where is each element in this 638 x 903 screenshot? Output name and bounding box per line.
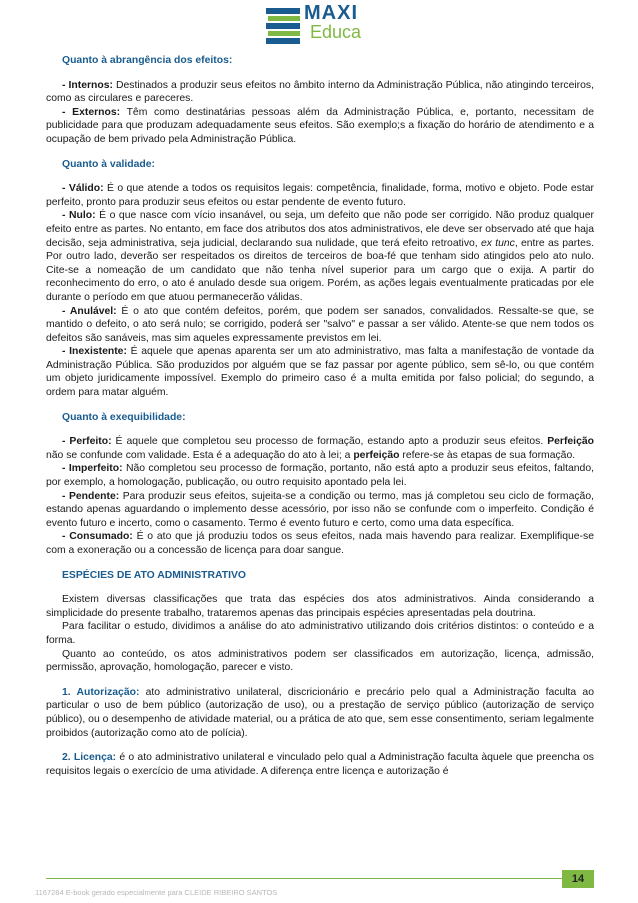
paragraph-inexistente — [46, 345, 594, 399]
document-body — [46, 54, 594, 778]
text-internos: Destinados a produzir seus efeitos no âmbito interno da Administração Pública, não atingindo terceiros, como as circulares e pareceres. — [46, 79, 595, 105]
paragraph-nulo — [46, 209, 594, 304]
text-nulo-italic: ex tunc — [480, 237, 515, 249]
text-pendente: Para produzir seus efeitos, sujeita-se a condição ou termo, mas já completou seu ciclo de formação, estando apenas aguardando o implemento desse acessório, por isso não se confunde com o imperfeito. Condição é evento futuro e incerto, como o casamento. Termo é evento futuro e certo, como uma data específica. — [46, 490, 594, 529]
heading-exequibilidade: Quanto à exequibilidade: — [62, 411, 186, 423]
term-pendente: - Pendente: — [62, 490, 120, 502]
term-valido: - Válido: — [62, 183, 104, 195]
text-autorizacao: ato administrativo unilateral, discricionário e precário pelo qual a Administração faculta ao particular o uso de bem público (autorização de uso), ou a prestação de serviço público (autorização de serviço público), ou o desempenho de atividade material, ou a prática de ato que, sem esse consentimento, seriam legalmente proibidos (autorização como ato de polícia). — [46, 686, 594, 739]
paragraph-especies-3: Quanto ao conteúdo, os atos administrativos podem ser classificados em autorização, licença, admissão, permissão, aprovação, homologação, parecer e visto. — [46, 648, 594, 674]
term-internos: - Internos: — [62, 79, 113, 91]
text-consumado: É o ato que já produziu todos os seus efeitos, nada mais havendo para realizar. Exemplifique-se com a exoneração ou a concessão de licença para doar sangue. — [46, 531, 594, 556]
page-number: 14 — [562, 870, 594, 888]
term-inexistente: - Inexistente: — [62, 346, 127, 358]
text-imperfeito: Não completou seu processo de formação, portanto, não está apto a produzir seus efeitos, faltando, por exemplo, a homologação, publicação, ou outro requisito apontado pela lei. — [46, 463, 594, 489]
paragraph-anulavel — [46, 305, 594, 346]
text-externos: Têm como destinatárias pessoas além da Administração Pública, e, portanto, necessitam de publicidade para que produzam adequadamente seus efeitos. São exemplo;s a fixação do horário de atendimento e a ocupação de bem privado pela Administração Pública. — [46, 106, 594, 145]
term-consumado: - Consumado: — [62, 531, 133, 543]
paragraph-valido — [46, 182, 594, 209]
term-autorizacao: 1. Autorização: — [62, 686, 140, 698]
text-perfeito-1: É aquele que completou seu processo de formação, estando apto a produzir seus efeitos. — [111, 436, 548, 448]
term-perfeito: - Perfeito: — [62, 436, 112, 448]
maxi-educa-logo — [264, 2, 382, 46]
text-nulo-2: , entre as partes. Por outro lado, deverão ser respeitados os direitos de terceiros de boa-fé que tenham sido atingidos pelo ato nulo. Cite-se a nomeação de um candidato que não tenha nível superior para um cargo que o exija. A partir do reconhecimento do erro, o ato é anulado desde sua origem. Porém, as ações legais eventualmente praticadas por ele durante o período em que atuou permanecerão válidas. — [46, 237, 594, 303]
term-imperfeito: - Imperfeito: — [62, 463, 123, 475]
term-perfeicao-1: Perfeição — [547, 436, 594, 448]
paragraph-consumado — [46, 530, 594, 557]
paragraph-externos — [46, 106, 594, 147]
text-licenca: é o ato administrativo unilateral e vinculado pelo qual a Administração faculta àquele que preencha os requisitos legais o exercício de uma atividade. A diferença entre licença e autorização é — [46, 752, 595, 777]
paragraph-licenca — [46, 751, 594, 778]
text-perfeito-3: refere-se às etapas de sua formação. — [399, 449, 576, 461]
term-licenca: 2. Licença: — [62, 752, 117, 764]
paragraph-especies-1: Existem diversas classificações que trata das espécies dos atos administrativos. Ainda considerando a simplicidade do presente trabalho, trataremos apenas das principais espécies apresentadas pela doutrina. — [46, 594, 594, 619]
footer-watermark: 1167284 E-book gerado especialmente para CLEIDE RIBEIRO SANTOS — [35, 888, 278, 897]
text-inexistente: É aquele que apenas aparenta ser um ato administrativo, mas falta a manifestação de vontade da Administração Pública. São produzidos por alguém que se faz passar por agente público, sem sê-lo, ou que contém um objeto juridicamente impossível. Exemplo do primeiro caso é a multa emitida por falso policial; do segundo, a ordem para matar alguém. — [46, 346, 594, 399]
term-externos: - Externos: — [62, 106, 121, 118]
paragraph-internos — [46, 79, 594, 106]
paragraph-perfeito — [46, 435, 594, 462]
page-divider — [46, 878, 562, 879]
heading-especies: ESPÉCIES DE ATO ADMINISTRATIVO — [62, 569, 246, 581]
term-anulavel: - Anulável: — [62, 305, 117, 317]
heading-validade: Quanto à validade: — [62, 158, 155, 170]
text-nulo-1: É o que nasce com vício insanável, ou seja, um defeito que não pode ser corrigido. Não produz qualquer efeito entre as partes. No entanto, em face dos atributos dos atos administrativos, ele deve ser observado até que haja decisão, seja administrativa, seja judicial, declarando sua nulidade, que terá efeito retroativo, — [46, 210, 594, 249]
text-valido: É o que atende a todos os requisitos legais: competência, finalidade, forma, motivo e objeto. Pode estar perfeito, pronto para produzir seus efeitos ou estar pendente de evento futuro. — [46, 183, 595, 208]
term-perfeicao-2: perfeição — [353, 449, 400, 461]
paragraph-imperfeito — [46, 462, 594, 489]
paragraph-autorizacao — [46, 686, 594, 740]
heading-abrangencia: Quanto à abrangência dos efeitos: — [62, 55, 233, 66]
paragraph-especies-2: Para facilitar o estudo, dividimos a análise do ato administrativo utilizando dois critérios distintos: o conteúdo e a forma. — [46, 621, 594, 646]
logo-educa-text: Educa — [310, 22, 362, 42]
paragraph-pendente — [46, 490, 594, 531]
text-perfeito-2: não se confunde com validade. Esta é a adequação do ato à lei; a — [46, 449, 354, 461]
text-anulavel: É o ato que contém defeitos, porém, que podem ser sanados, convalidados. Ressalte-se que, se mantido o defeito, o ato será nulo; se corrigido, poderá ser "salvo" e passar a ser válido. Atente-se que nem todos os defeitos são sanáveis, mas sim aqueles expressamente previstos em lei. — [46, 305, 595, 344]
term-nulo: - Nulo: — [62, 210, 96, 222]
logo-maxi-text: MAXI — [304, 2, 358, 24]
